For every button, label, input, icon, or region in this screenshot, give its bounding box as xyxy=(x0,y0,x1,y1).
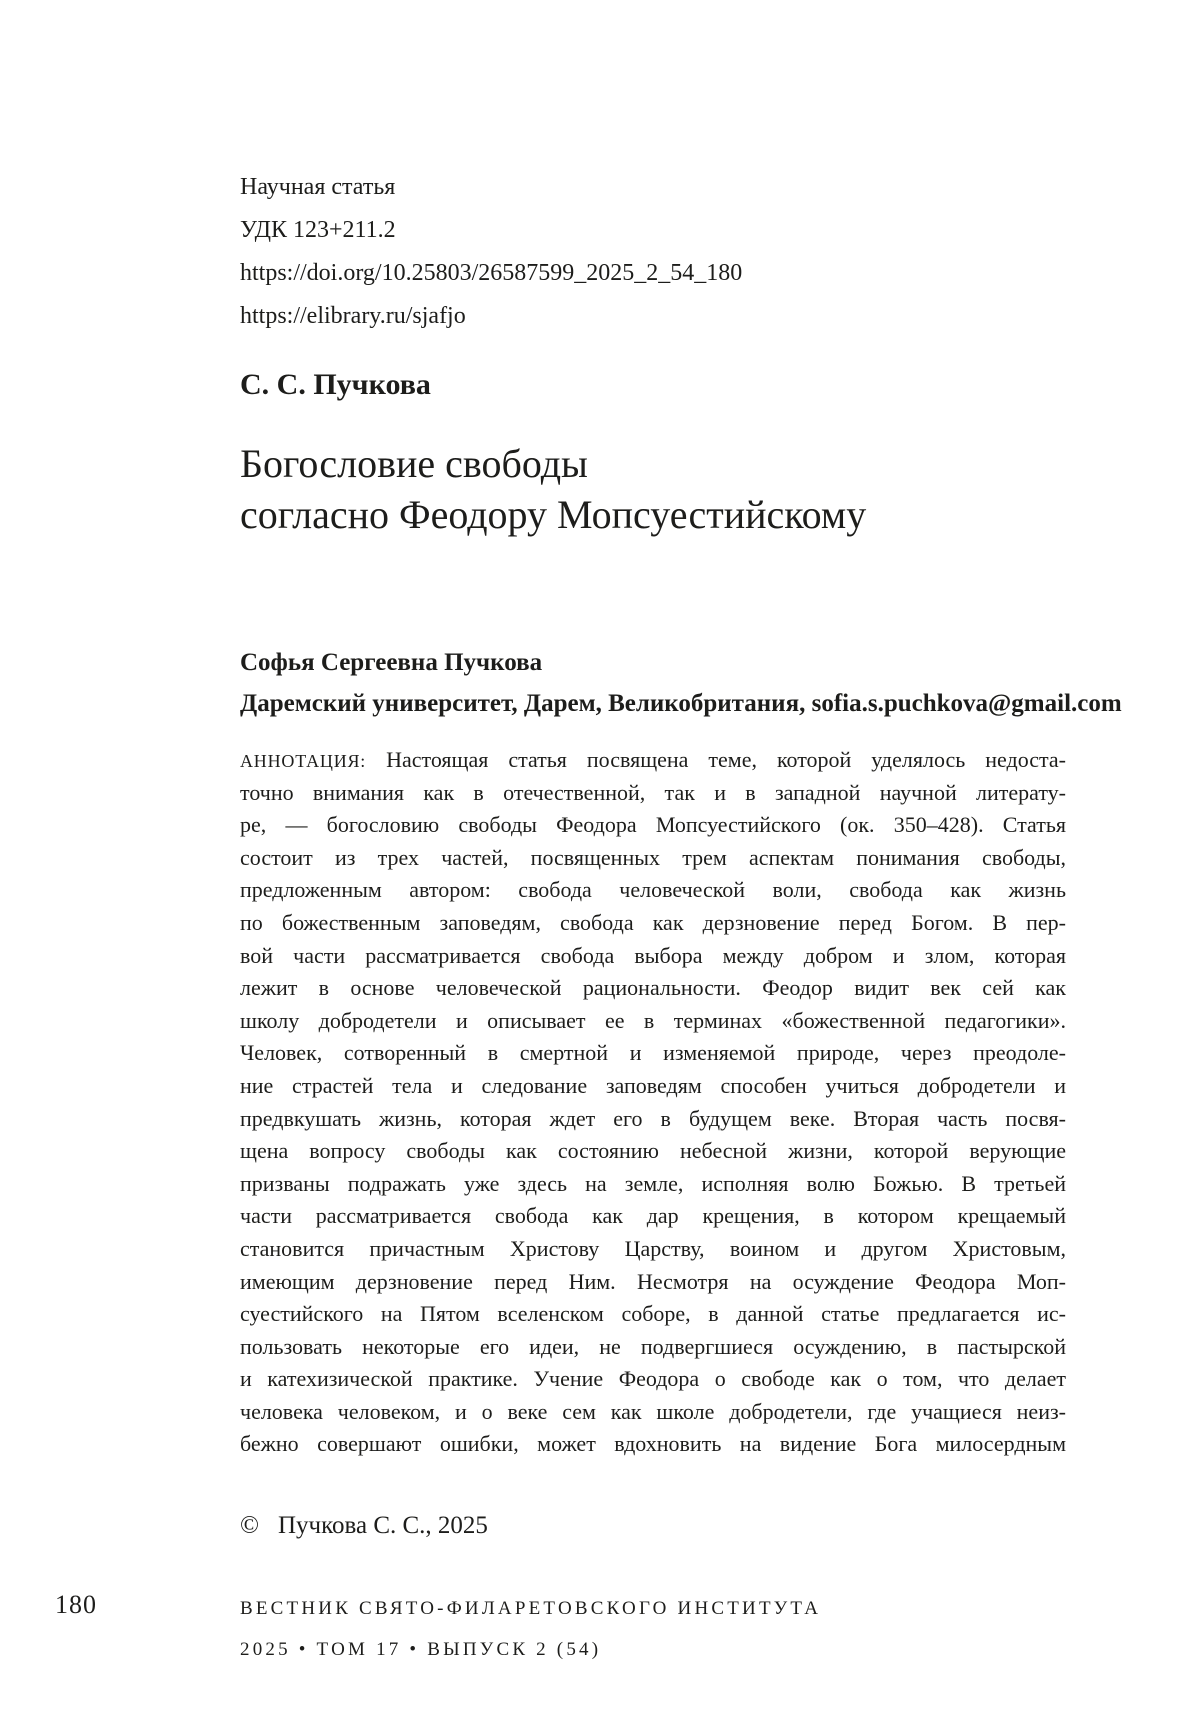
doi-link[interactable]: https://doi.org/10.25803/26587599_2025_2_54_180 xyxy=(240,260,743,286)
abstract-line: человека человеком, и о веке сем как школе добродетели, где учащиеся неиз- xyxy=(240,1398,1066,1424)
abstract-line: школу добродетели и описывает ее в терминах «божественной педагогики». xyxy=(240,1007,1066,1033)
abstract-line: ре, — богословию свободы Феодора Мопсуестийского (ок. 350–428). Статья xyxy=(240,812,1066,838)
article-title xyxy=(240,438,1066,540)
abstract-line: предложенным автором: свобода человеческой воли, свобода как жизнь xyxy=(240,877,1066,903)
abstract-paragraph xyxy=(240,744,1066,1461)
abstract-line: суестийского на Пятом вселенском соборе, в данной статье предлагается ис- xyxy=(240,1301,1066,1327)
article-type: Научная статья xyxy=(240,174,396,200)
abstract-label: АННОТАЦИЯ: xyxy=(240,751,367,771)
copyright-icon: © xyxy=(240,1512,259,1539)
copyright-line xyxy=(240,1512,1066,1540)
author-short-name: С. С. Пучкова xyxy=(240,368,431,401)
abstract-line: части рассматривается свобода как дар крещения, в котором крещаемый xyxy=(240,1203,1066,1229)
abstract-line: становится причастным Христову Царству, воином и другом Христовым, xyxy=(240,1235,1066,1261)
udc-code: УДК 123+211.2 xyxy=(240,217,396,243)
journal-issue: 2025 • ТОМ 17 • ВЫПУСК 2 (54) xyxy=(240,1639,602,1660)
abstract-line: вой части рассматривается свобода выбора между добром и злом, которая xyxy=(240,942,1066,968)
journal-footer xyxy=(240,1588,1066,1670)
author-email-link[interactable]: sofia.s.puchkova@gmail.com xyxy=(811,690,1122,717)
affiliation-text: Даремский университет, Дарем, Великобритания, xyxy=(240,690,812,717)
elibrary-link[interactable]: https://elibrary.ru/sjafjo xyxy=(240,303,466,329)
abstract-line: щена вопросу свободы как состоянию небесной жизни, которой верующие xyxy=(240,1138,1066,1164)
author-full-name: Софья Сергеевна Пучкова xyxy=(240,649,543,676)
abstract-line: лежит в основе человеческой рациональности. Феодор видит век сей как xyxy=(240,975,1066,1001)
author-info xyxy=(240,642,1122,724)
abstract-line: предвкушать жизнь, которая ждет его в будущем веке. Вторая часть посвя- xyxy=(240,1105,1066,1131)
abstract-line: состоит из трех частей, посвященных трем аспектам понимания свободы, xyxy=(240,844,1066,870)
abstract-line: бежно совершают ошибки, может вдохновить на видение Бога милосердным xyxy=(240,1431,1066,1457)
title-line-1: Богословие свободы xyxy=(240,441,588,486)
abstract-line: АННОТАЦИЯ: Настоящая статья посвящена теме, которой уделялось недоста- xyxy=(240,747,1066,772)
abstract-line: и катехизической практике. Учение Феодора о свободе как о том, что делает xyxy=(240,1366,1066,1392)
title-line-2: согласно Феодору Мопсуестийскому xyxy=(240,492,867,537)
abstract-line: имеющим дерзновение перед Ним. Несмотря на осуждение Феодора Моп- xyxy=(240,1268,1066,1294)
abstract-line: точно внимания как в отечественной, так и в западной научной литерату- xyxy=(240,779,1066,805)
abstract-line: Человек, сотворенный в смертной и изменяемой природе, через преодоле- xyxy=(240,1040,1066,1066)
abstract-line: ние страстей тела и следование заповедям способен учиться добродетели и xyxy=(240,1072,1066,1098)
journal-name: ВЕСТНИК СВЯТО-ФИЛАРЕТОВСКОГО ИНСТИТУТА xyxy=(240,1598,822,1619)
copyright-text: Пучкова С. С., 2025 xyxy=(278,1512,488,1539)
page-number: 180 xyxy=(55,1590,97,1619)
abstract-line: призваны подражать уже здесь на земле, исполняя волю Божью. В третьей xyxy=(240,1170,1066,1196)
author-affiliation xyxy=(240,683,1122,724)
abstract-line: пользовать некоторые его идеи, не подвергшиеся осуждению, в пастырской xyxy=(240,1333,1066,1359)
article-meta xyxy=(240,166,1066,338)
abstract-line: по божественным заповедям, свобода как дерзновение перед Богом. В пер- xyxy=(240,909,1066,935)
